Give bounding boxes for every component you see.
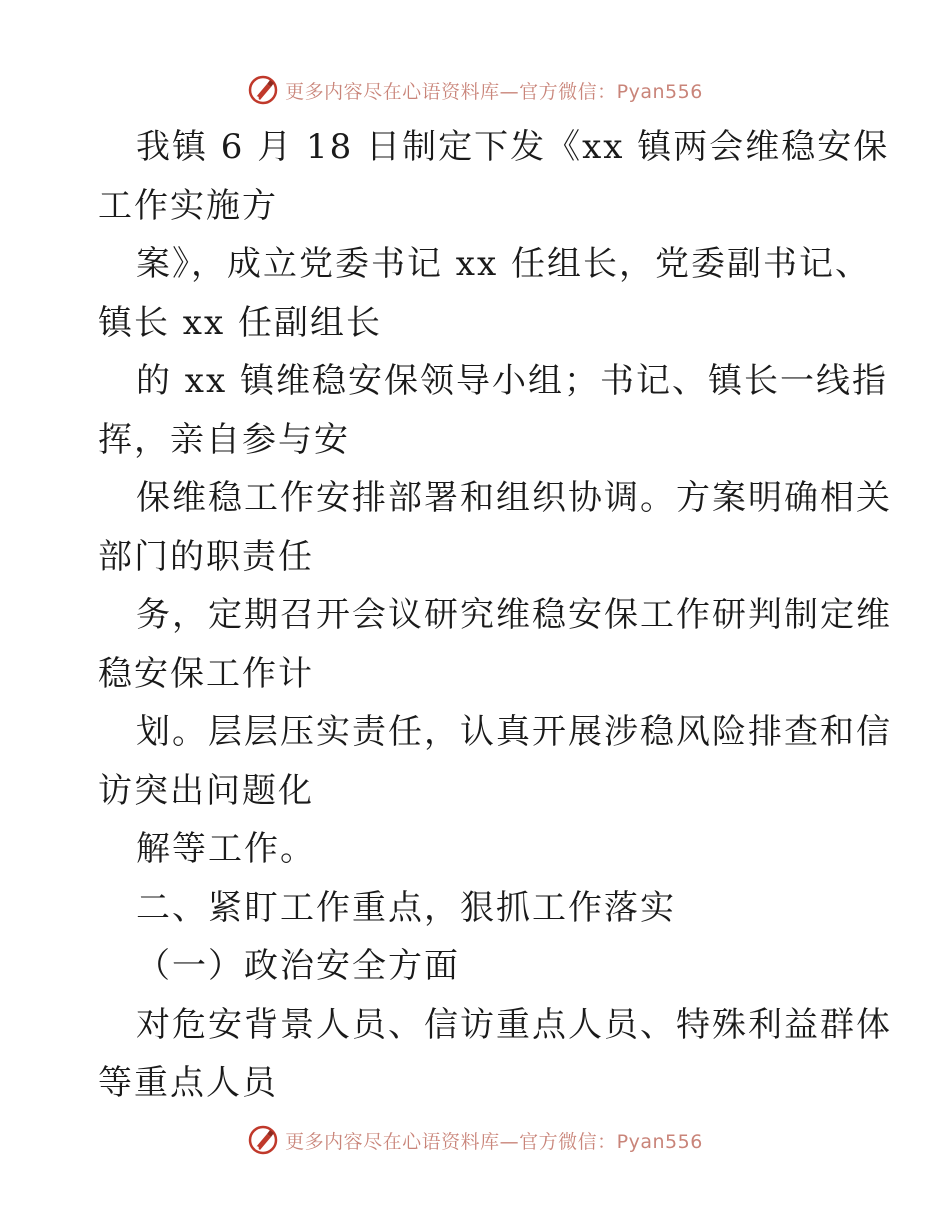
section-heading: 二、紧盯工作重点，狠抓工作落实: [136, 887, 676, 928]
paragraph-line: 挥，亲自参与安: [98, 419, 350, 460]
paragraph-line: 工作实施方: [98, 185, 278, 226]
pen-logo-icon: [247, 74, 279, 106]
paragraph-line: 保维稳工作安排部署和组织协调。方案明确相关: [136, 478, 892, 518]
paragraph-line: 部门的职责任: [98, 536, 314, 577]
paragraph-line: 稳安保工作计: [98, 653, 314, 694]
paragraph-line: 解等工作。: [136, 829, 316, 869]
paragraph-line: 我镇 6 月 18 日制定下发《xx 镇两会维稳安保: [136, 127, 890, 167]
paragraph-line: 务，定期召开会议研究维稳安保工作研判制定维: [136, 595, 892, 635]
header-watermark-banner: [0, 70, 950, 110]
footer-watermark-banner: [0, 1120, 950, 1160]
paragraph-line: 划。层层压实责任，认真开展涉稳风险排查和信: [136, 712, 892, 752]
paragraph-line: 等重点人员: [98, 1063, 278, 1103]
subsection-heading: （一）政治安全方面: [136, 946, 460, 986]
paragraph-line: 镇长 xx 任副组长: [98, 302, 382, 343]
pen-logo-icon: [247, 1124, 279, 1156]
document-body: [98, 118, 892, 1113]
paragraph-line: 的 xx 镇维稳安保领导小组；书记、镇长一线指: [136, 361, 888, 401]
watermark-text: 更多内容尽在心语资料库—官方微信：Pyan556: [285, 80, 703, 103]
watermark-text: 更多内容尽在心语资料库—官方微信：Pyan556: [285, 1130, 703, 1153]
paragraph-line: 访突出问题化: [98, 770, 314, 811]
paragraph-line: 案》，成立党委书记 xx 任组长，党委副书记、: [136, 244, 871, 284]
paragraph-line: 对危安背景人员、信访重点人员、特殊利益群体: [136, 1004, 892, 1045]
